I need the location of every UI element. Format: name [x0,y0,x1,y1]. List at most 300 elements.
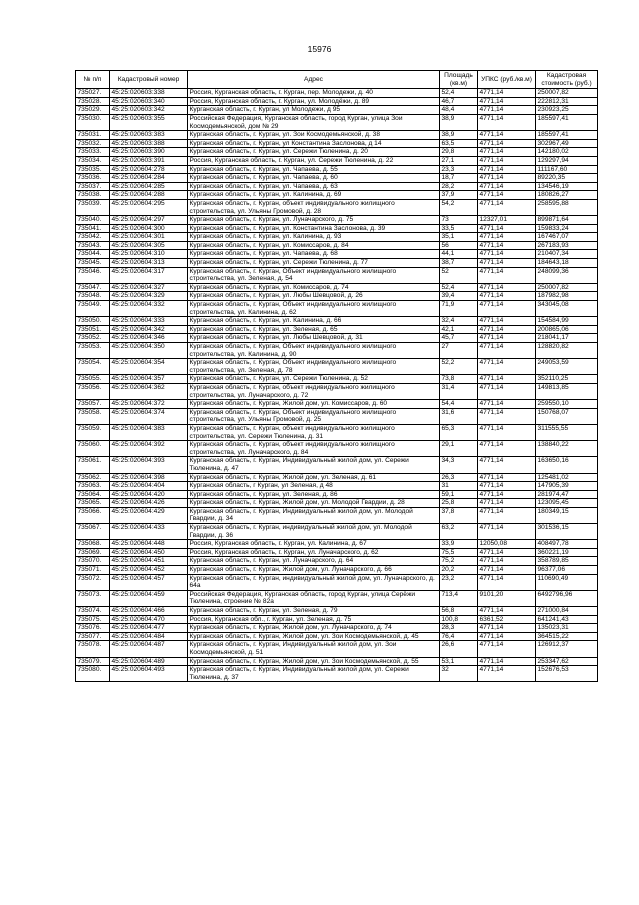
address: Курганская область, г. Курган, Объект индивидуального жилищного строительства, ул. Зеленая, д. 78 [188,359,440,375]
table-row [76,267,598,283]
table-row [76,224,598,233]
cadastral-number: 45:25:020603:388 [110,139,188,148]
cadastral-number: 45:25:020604:310 [110,250,188,259]
cadastral-value: 187982,98 [536,292,598,301]
cadastral-value: 125481,02 [536,473,598,482]
address: Курганская область, г. Курган, Жилой дом, ул. Молодой Гвардии, д. 28 [188,499,440,508]
area: 29,1 [440,441,478,457]
address: Курганская область, г. Курган, Жилой дом, ул. Луначарского, д. 74 [188,624,440,633]
area: 59,1 [440,490,478,499]
area: 35,1 [440,233,478,242]
cadastral-number: 45:25:020603:340 [110,97,188,106]
row-number: 735045. [76,259,110,268]
cadastral-value: 163650,16 [536,457,598,473]
row-number: 735061. [76,457,110,473]
table-row [76,191,598,200]
upks: 6361,52 [478,615,536,624]
cadastral-number: 45:25:020604:354 [110,359,188,375]
upks: 4771,14 [478,224,536,233]
address: Россия, Курганская обл., г. Курган, ул. Зеленая, д. 75 [188,615,440,624]
cadastral-number: 45:25:020604:362 [110,383,188,399]
cadastral-value: 142180,02 [536,148,598,157]
address: Курганская область, г. Курган, индивидуальный жилой дом, ул. Луначарского, д. 64а [188,574,440,590]
table-row [76,216,598,225]
area: 42,1 [440,325,478,334]
row-number: 735046. [76,267,110,283]
area: 32 [440,666,478,682]
area: 38,9 [440,114,478,130]
row-number: 735036. [76,174,110,183]
area: 52,4 [440,283,478,292]
table-row [76,250,598,259]
cadastral-value: 185597,41 [536,114,598,130]
address: Курганская область, г. Курган, ул Молодежи, д 95 [188,106,440,115]
area: 48,4 [440,106,478,115]
row-number: 735041. [76,224,110,233]
address: Курганская область, г. Курган, ул. Луначарского, д. 75 [188,216,440,225]
table-row [76,566,598,575]
address: Курганская область, г. Курган, Индивидуальный жилой дом, ул. Молодой Гвардии, д. 34 [188,507,440,523]
area: 54,4 [440,400,478,409]
row-number: 735029. [76,106,110,115]
area: 28,3 [440,624,478,633]
upks: 4771,14 [478,97,536,106]
cadastral-number: 45:25:020604:333 [110,317,188,326]
upks: 4771,14 [478,657,536,666]
row-number: 735071. [76,566,110,575]
area: 37,8 [440,507,478,523]
row-number: 735058. [76,408,110,424]
upks: 4771,14 [478,499,536,508]
address: Курганская область, г. Курган, объект индивидуального жилищного строительства, ул. Луначарского, д. 72 [188,383,440,399]
table-row [76,548,598,557]
row-number: 735035. [76,165,110,174]
header-cadastral-value: Кадастровая стоимость (руб.) [536,71,598,89]
table-row [76,499,598,508]
area: 39,4 [440,292,478,301]
row-number: 735063. [76,482,110,491]
cadastral-value: 123095,45 [536,499,598,508]
table-row [76,292,598,301]
cadastral-value: 126912,37 [536,641,598,657]
row-number: 735070. [76,557,110,566]
upks: 4771,14 [478,89,536,98]
cadastral-value: 258595,88 [536,199,598,215]
area: 31 [440,482,478,491]
header-address: Адрес [188,71,440,89]
cadastral-value: 360221,19 [536,548,598,557]
upks: 4771,14 [478,557,536,566]
upks: 4771,14 [478,131,536,140]
table-row [76,343,598,359]
area: 23,3 [440,165,478,174]
address: Курганская область, г Курган, ул Зеленая, д 48 [188,482,440,491]
address: Курганская область, г. Курган, индивидуальный жилой дом, ул. Молодой Гвардии, д. 36 [188,524,440,540]
area: 52,4 [440,89,478,98]
cadastral-value: 138840,22 [536,441,598,457]
cadastral-value: 250007,82 [536,89,598,98]
cadastral-value: 249053,59 [536,359,598,375]
row-number: 735062. [76,473,110,482]
cadastral-number: 45:25:020604:459 [110,590,188,606]
area: 53,1 [440,657,478,666]
area: 56 [440,241,478,250]
cadastral-number: 45:25:020603:355 [110,114,188,130]
upks: 4771,14 [478,283,536,292]
area: 75,5 [440,548,478,557]
cadastral-value: 149813,85 [536,383,598,399]
cadastral-number: 45:25:020604:327 [110,283,188,292]
address: Курганская область, г. Курган, ул. Сережи Тюленина, д. 77 [188,259,440,268]
address: Курганская область, г. Курган, ул. Сережи Тюленина, д. 52 [188,375,440,384]
row-number: 735049. [76,301,110,317]
area: 18,7 [440,174,478,183]
upks: 4771,14 [478,507,536,523]
cadastral-number: 45:25:020604:317 [110,267,188,283]
area: 63,5 [440,139,478,148]
cadastral-value: 147905,39 [536,482,598,491]
row-number: 735073. [76,590,110,606]
cadastral-number: 45:25:020604:487 [110,641,188,657]
row-number: 735033. [76,148,110,157]
upks: 4771,14 [478,250,536,259]
table-row [76,482,598,491]
cadastral-number: 45:25:020604:301 [110,233,188,242]
area: 37,9 [440,191,478,200]
cadastral-value: 271000,84 [536,607,598,616]
area: 75,2 [440,557,478,566]
cadastral-number: 45:25:020604:295 [110,199,188,215]
cadastral-number: 45:25:020604:372 [110,400,188,409]
cadastral-number: 45:25:020604:329 [110,292,188,301]
area: 65,3 [440,424,478,440]
area: 33,5 [440,224,478,233]
address: Россия, Курганская область, г. Курган, ул. Калинина, д. 67 [188,540,440,549]
table-row [76,174,598,183]
cadastral-value: 152676,53 [536,666,598,682]
row-number: 735059. [76,424,110,440]
area: 27 [440,343,478,359]
area: 26,3 [440,473,478,482]
row-number: 735074. [76,607,110,616]
address: Курганская область, г. Курган, Жилой дом, ул. Зои Космодемьянской, д. 45 [188,632,440,641]
area: 38,9 [440,131,478,140]
area: 31,6 [440,408,478,424]
cadastral-number: 45:25:020604:357 [110,375,188,384]
table-row [76,114,598,130]
cadastral-value: 134546,19 [536,182,598,191]
row-number: 735067. [76,524,110,540]
table-row [76,89,598,98]
address: Курганская область, г. Курган, ул. Зеленая, д. 86 [188,490,440,499]
upks: 4771,14 [478,473,536,482]
row-number: 735032. [76,139,110,148]
upks: 4771,14 [478,156,536,165]
upks: 4771,14 [478,490,536,499]
table-row [76,325,598,334]
address: Курганская область, г. Курган, ул. Зеленая, д. 79 [188,607,440,616]
address: Курганская область, г. Курган, объект индивидуального жилищного строительства, ул. Луначарского, д. 84 [188,441,440,457]
row-number: 735072. [76,574,110,590]
upks: 4771,14 [478,241,536,250]
table-row [76,383,598,399]
upks: 4771,14 [478,165,536,174]
table-row [76,139,598,148]
upks: 4771,14 [478,359,536,375]
table-row [76,490,598,499]
row-number: 735031. [76,131,110,140]
address: Курганская область, г. Курган, ул. Чапаева, д. 60 [188,174,440,183]
cadastral-number: 45:25:020604:470 [110,615,188,624]
cadastral-number: 45:25:020604:383 [110,424,188,440]
table-row [76,557,598,566]
cadastral-number: 45:25:020604:493 [110,666,188,682]
cadastral-table [75,70,598,682]
table-row [76,375,598,384]
table-row [76,632,598,641]
area: 29,8 [440,148,478,157]
table-row [76,408,598,424]
upks: 4771,14 [478,233,536,242]
area: 100,8 [440,615,478,624]
upks: 4771,14 [478,259,536,268]
row-number: 735042. [76,233,110,242]
cadastral-number: 45:25:020604:448 [110,540,188,549]
area: 52,2 [440,359,478,375]
upks: 4771,14 [478,666,536,682]
upks: 4771,14 [478,199,536,215]
cadastral-number: 45:25:020604:346 [110,334,188,343]
area: 71,9 [440,301,478,317]
table-row [76,317,598,326]
cadastral-value: 111167,60 [536,165,598,174]
table-body [76,89,598,682]
upks: 4771,14 [478,607,536,616]
address: Курганская область, г. Курган, Жилой дом, ул. Луначарского, д. 66 [188,566,440,575]
cadastral-value: 343045,08 [536,301,598,317]
table-row [76,615,598,624]
row-number: 735028. [76,97,110,106]
header-num: № п/п [76,71,110,89]
upks: 4771,14 [478,267,536,283]
row-number: 735054. [76,359,110,375]
upks: 4771,14 [478,343,536,359]
address: Курганская область, г. Курган, ул. Любы Шевцовой, д. 26 [188,292,440,301]
area: 26,6 [440,641,478,657]
table-row [76,259,598,268]
cadastral-value: 408497,78 [536,540,598,549]
cadastral-number: 45:25:020604:426 [110,499,188,508]
cadastral-value: 129297,94 [536,156,598,165]
upks: 4771,14 [478,148,536,157]
cadastral-value: 184643,18 [536,259,598,268]
upks: 12327,01 [478,216,536,225]
row-number: 735052. [76,334,110,343]
row-number: 735056. [76,383,110,399]
cadastral-number: 45:25:020603:391 [110,156,188,165]
table-row [76,301,598,317]
table-row [76,233,598,242]
cadastral-number: 45:25:020604:466 [110,607,188,616]
cadastral-value: 6492796,96 [536,590,598,606]
cadastral-number: 45:25:020604:420 [110,490,188,499]
table-row [76,441,598,457]
page-number: 15976 [307,44,332,54]
address: Курганская область, г. Курган, ул. Калинина, д. 66 [188,317,440,326]
row-number: 735065. [76,499,110,508]
table-row [76,524,598,540]
row-number: 735027. [76,89,110,98]
address: Курганская область, г. Курган, ул. Константина Заслонова, д. 39 [188,224,440,233]
row-number: 735050. [76,317,110,326]
cadastral-value: 185597,41 [536,131,598,140]
row-number: 735060. [76,441,110,457]
table-row [76,607,598,616]
area: 63,2 [440,524,478,540]
cadastral-number: 45:25:020604:398 [110,473,188,482]
row-number: 735076. [76,624,110,633]
cadastral-number: 45:25:020604:477 [110,624,188,633]
cadastral-value: 248099,36 [536,267,598,283]
row-number: 735079. [76,657,110,666]
area: 73 [440,216,478,225]
cadastral-number: 45:25:020604:433 [110,524,188,540]
upks: 4771,14 [478,441,536,457]
area: 23,2 [440,574,478,590]
area: 713,4 [440,590,478,606]
row-number: 735080. [76,666,110,682]
area: 54,2 [440,199,478,215]
cadastral-value: 311555,55 [536,424,598,440]
area: 76,4 [440,632,478,641]
upks: 4771,14 [478,482,536,491]
row-number: 735066. [76,507,110,523]
cadastral-number: 45:25:020603:338 [110,89,188,98]
cadastral-value: 210407,34 [536,250,598,259]
cadastral-value: 364515,22 [536,632,598,641]
address: Курганская область, г. Курган, ул. Чапаева, д. 63 [188,182,440,191]
address: Курганская область, г. Курган, ул. Зои Космодемьянской, д. 38 [188,131,440,140]
cadastral-number: 45:25:020604:305 [110,241,188,250]
upks: 4771,14 [478,408,536,424]
row-number: 735048. [76,292,110,301]
address: Курганская область, г. Курган, Индивидуальный жилой дом, ул. Сережи Тюленина, д. 47 [188,457,440,473]
row-number: 735034. [76,156,110,165]
upks: 4771,14 [478,566,536,575]
table-row [76,97,598,106]
area: 44,1 [440,250,478,259]
table-row [76,657,598,666]
row-number: 735039. [76,199,110,215]
area: 45,7 [440,334,478,343]
address: Курганская область, г. Курган, Жилой дом, ул. Зеленая, д. 61 [188,473,440,482]
table-row [76,641,598,657]
cadastral-value: 358789,85 [536,557,598,566]
table-row [76,334,598,343]
cadastral-value: 222812,31 [536,97,598,106]
cadastral-value: 302967,49 [536,139,598,148]
cadastral-number: 45:25:020604:297 [110,216,188,225]
area: 52 [440,267,478,283]
address: Курганская область, г. Курган, Индивидуальный жилой дом, ул. Зои Космодемьянской, д. 51 [188,641,440,657]
cadastral-number: 45:25:020604:342 [110,325,188,334]
cadastral-number: 45:25:020604:450 [110,548,188,557]
header-upks: УПКС (руб./кв.м) [478,71,536,89]
header-area: Площадь (кв.м) [440,71,478,89]
upks: 4771,14 [478,375,536,384]
cadastral-value: 167467,07 [536,233,598,242]
table-row [76,590,598,606]
cadastral-number: 45:25:020603:342 [110,106,188,115]
row-number: 735053. [76,343,110,359]
table-row [76,199,598,215]
address: Курганская область, г. Курган, Объект индивидуального жилищного строительства, ул. Калинина, д. 62 [188,301,440,317]
cadastral-value: 180826,27 [536,191,598,200]
table-row [76,540,598,549]
address: Россия, Курганская область, г. Курган, ул. Сережи Тюленина, д. 22 [188,156,440,165]
upks: 4771,14 [478,641,536,657]
table-row [76,148,598,157]
area: 25,8 [440,499,478,508]
address: Россия, Курганская область, г. Курган, ул. Молодёжи, д. 89 [188,97,440,106]
upks: 4771,14 [478,624,536,633]
row-number: 735055. [76,375,110,384]
area: 28,2 [440,182,478,191]
cadastral-number: 45:25:020603:383 [110,131,188,140]
address: Курганская область, г. Курган, ул. Сережи Тюленина, д. 20 [188,148,440,157]
cadastral-number: 45:25:020604:457 [110,574,188,590]
address: Курганская область, г. Курган, объект индивидуального жилищного строительства, ул. Ульяны Громовой, д. 28 [188,199,440,215]
address: Курганская область, г. Курган, объект индивидуального жилищного строительства, ул. Сережи Тюленина, д. 31 [188,424,440,440]
cadastral-number: 45:25:020604:285 [110,182,188,191]
table-row [76,131,598,140]
cadastral-value: 89220,35 [536,174,598,183]
cadastral-number: 45:25:020604:278 [110,165,188,174]
row-number: 735047. [76,283,110,292]
table-row [76,182,598,191]
address: Россия, Курганская область, г. Курган, пер. Молодежи, д. 40 [188,89,440,98]
cadastral-number: 45:25:020604:374 [110,408,188,424]
upks: 4771,14 [478,139,536,148]
upks: 12050,08 [478,540,536,549]
upks: 4771,14 [478,334,536,343]
address: Курганская область, г. Курган, Объект индивидуального жилищного строительства, ул. Ульяны Громовой, д. 25 [188,408,440,424]
row-number: 735068. [76,540,110,549]
table-row [76,400,598,409]
cadastral-number: 45:25:020604:451 [110,557,188,566]
cadastral-number: 45:25:020604:489 [110,657,188,666]
table-row [76,283,598,292]
address: Курганская область, г. Курган, ул Константина Заслонова, д 14 [188,139,440,148]
address: Курганская область, г. Курган, Жилой дом, ул. Комиссаров, д. 60 [188,400,440,409]
address: Курганская область, г. Курган, Объект индивидуального жилищного строительства, ул. Зеленая, д. 54 [188,267,440,283]
row-number: 735037. [76,182,110,191]
address: Курганская область, г. Курган, Жилой дом, ул. Зои Космодемьянской, д. 55 [188,657,440,666]
address: Курганская область, г. Курган, ул. Комиссаров, д. 74 [188,283,440,292]
row-number: 735030. [76,114,110,130]
row-number: 735064. [76,490,110,499]
upks: 4771,14 [478,325,536,334]
address: Курганская область, г. Курган, ул. Калинина, д. 69 [188,191,440,200]
upks: 4771,14 [478,457,536,473]
cadastral-value: 230923,25 [536,106,598,115]
cadastral-value: 281974,47 [536,490,598,499]
area: 73,8 [440,375,478,384]
cadastral-value: 253347,62 [536,657,598,666]
table-row [76,473,598,482]
upks: 4771,14 [478,182,536,191]
address: Курганская область, г. Курган, ул. Чапаева, д. 55 [188,165,440,174]
